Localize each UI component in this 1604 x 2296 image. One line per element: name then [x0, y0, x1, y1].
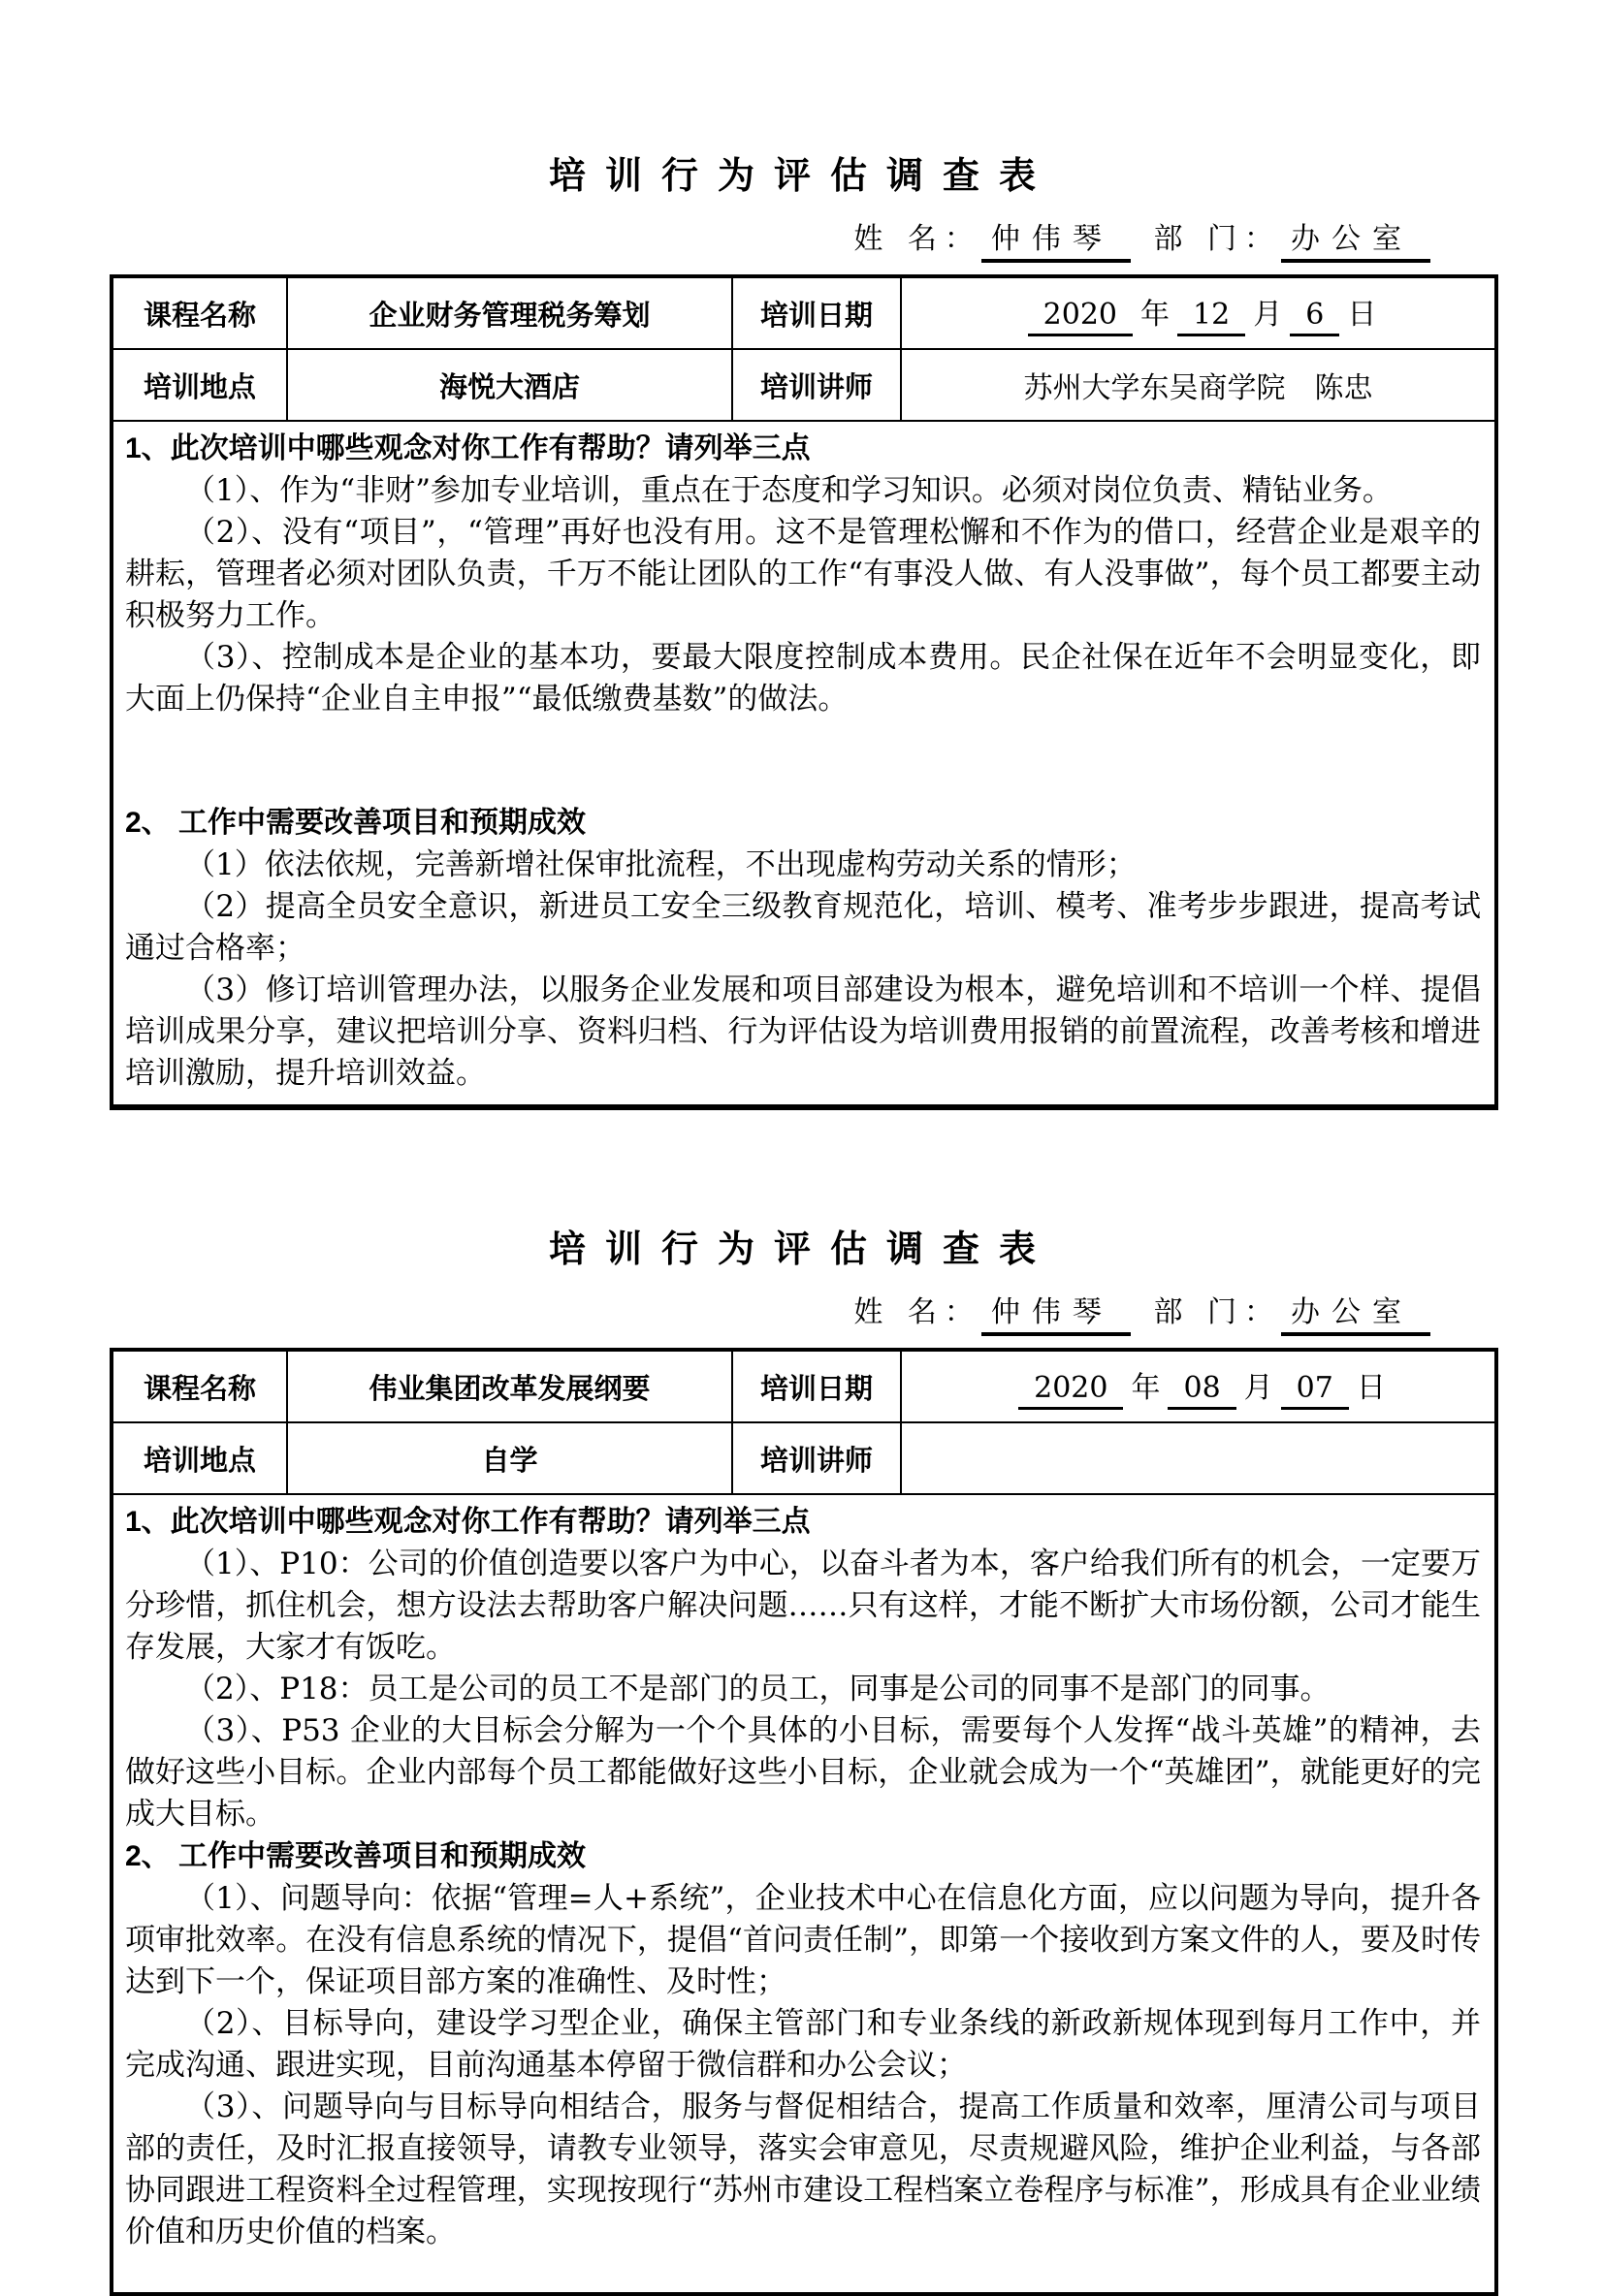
course-name-value: 伟业集团改革发展纲要	[287, 1350, 732, 1422]
date-day: 6	[1290, 298, 1339, 336]
date-month-unit: 月	[1243, 1371, 1273, 1405]
department-value: 办公室	[1281, 214, 1430, 263]
training-evaluation-form-2	[110, 1219, 1494, 2296]
name-value: 仲伟琴	[981, 214, 1131, 263]
training-lecturer-label: 培训讲师	[732, 1422, 901, 1494]
q1-answer-2: （2）、P18：员工是公司的员工不是部门的员工，同事是公司的同事不是部门的同事。	[185, 1672, 1331, 1706]
question-1-heading: 1、此次培训中哪些观念对你工作有帮助？请列举三点	[125, 1506, 811, 1538]
form-title: 培训行为评估调查表	[548, 153, 1055, 197]
q2-answer-2: （2）提高全员安全意识，新进员工安全三级教育规范化，培训、模考、准考步步跟进，提高考试通过合格率；	[125, 889, 1481, 966]
training-lecturer-value: 苏州大学东吴商学院 陈忠	[901, 349, 1496, 421]
date-year-unit: 年	[1131, 1371, 1161, 1405]
question-1-heading: 1、此次培训中哪些观念对你工作有帮助？请列举三点	[125, 432, 811, 464]
question-2-heading: 2、 工作中需要改善项目和预期成效	[125, 807, 587, 839]
training-location-value: 海悦大酒店	[287, 349, 732, 421]
answers-cell	[112, 1494, 1496, 2294]
q2-answer-1: （1）依法依规，完善新增社保审批流程，不出现虚构劳动关系的情形；	[185, 847, 1137, 882]
training-lecturer-label: 培训讲师	[732, 349, 901, 421]
course-name-label: 课程名称	[112, 276, 287, 349]
training-location-label: 培训地点	[112, 349, 287, 421]
q2-answer-3: （3）修订培训管理办法，以服务企业发展和项目部建设为根本，避免培训和不培训一个样、提倡培训成果分享，建议把培训分享、资料归档、行为评估设为培训费用报销的前置流程，改善考核和增进培训激励，提升培训效益。	[125, 973, 1481, 1091]
q2-answer-2: （2）、目标导向，建设学习型企业，确保主管部门和专业条线的新政新规体现到每月工作中，并完成沟通、跟进实现，目前沟通基本停留于微信群和办公会议；	[125, 2006, 1481, 2083]
date-month: 12	[1177, 298, 1245, 336]
table-row	[112, 1494, 1496, 2294]
date-month: 08	[1168, 1371, 1235, 1410]
date-year: 2020	[1018, 1371, 1123, 1410]
q1-answer-3: （3）、控制成本是企业的基本功，要最大限度控制成本费用。民企社保在近年不会明显变化，即大面上仍保持“企业自主申报”“最低缴费基数”的做法。	[125, 640, 1481, 717]
answers-cell	[112, 421, 1496, 1107]
name-label: 姓 名：	[853, 222, 981, 256]
date-year-unit: 年	[1140, 298, 1171, 332]
form-header-table	[110, 1348, 1498, 2296]
table-row	[112, 349, 1496, 421]
training-lecturer-value	[901, 1422, 1496, 1494]
training-evaluation-form-1	[110, 145, 1494, 1110]
name-value: 仲伟琴	[981, 1288, 1131, 1336]
table-row	[112, 1422, 1496, 1494]
question-2-heading: 2、 工作中需要改善项目和预期成效	[125, 1840, 587, 1872]
table-row	[112, 421, 1496, 1107]
q1-answer-1: （1）、作为“非财”参加专业培训，重点在于态度和学习知识。必须对岗位负责、精钻业务。	[185, 473, 1393, 508]
table-row	[112, 276, 1496, 349]
q2-answer-3: （3）、问题导向与目标导向相结合，服务与督促相结合，提高工作质量和效率，厘清公司与项目部的责任，及时汇报直接领导，请教专业领导，落实会审意见，尽责规避风险，维护企业利益，与各部协同跟进工程资料全过程管理，实现按现行“苏州市建设工程档案立卷程序与标准”，形成具有企业业绩价值和历史价值的档案。	[125, 2089, 1481, 2249]
form-header-table	[110, 274, 1498, 1110]
name-department-line	[110, 214, 1494, 263]
date-day: 07	[1281, 1371, 1349, 1410]
training-date-value	[901, 1350, 1496, 1422]
department-value: 办公室	[1281, 1288, 1430, 1336]
name-department-line	[110, 1288, 1494, 1336]
q1-answer-2: （2）、没有“项目”，“管理”再好也没有用。这不是管理松懈和不作为的借口，经营企业是艰辛的耕耘，管理者必须对团队负责，千万不能让团队的工作“有事没人做、有人没事做”，每个员工都要主动积极努力工作。	[125, 515, 1481, 633]
q2-answer-1: （1）、问题导向：依据“管理=人+系统”，企业技术中心在信息化方面，应以问题为导向，提升各项审批效率。在没有信息系统的情况下，提倡“首问责任制”，即第一个接收到方案文件的人，要及时传达到下一个，保证项目部方案的准确性、及时性；	[125, 1881, 1481, 1999]
date-day-unit: 日	[1347, 298, 1377, 332]
date-year: 2020	[1028, 298, 1133, 336]
form-title: 培训行为评估调查表	[548, 1227, 1055, 1270]
department-label: 部 门：	[1153, 1295, 1281, 1329]
training-location-label: 培训地点	[112, 1422, 287, 1494]
name-label: 姓 名：	[853, 1295, 981, 1329]
training-date-label: 培训日期	[732, 1350, 901, 1422]
table-row	[112, 1350, 1496, 1422]
course-name-label: 课程名称	[112, 1350, 287, 1422]
training-date-value	[901, 276, 1496, 349]
date-day-unit: 日	[1356, 1371, 1386, 1405]
q1-answer-1: （1）、P10：公司的价值创造要以客户为中心，以奋斗者为本，客户给我们所有的机会，一定要万分珍惜，抓住机会，想方设法去帮助客户解决问题……只有这样，才能不断扩大市场份额，公司才能生存发展，大家才有饭吃。	[125, 1547, 1481, 1665]
q1-answer-3: （3）、P53 企业的大目标会分解为一个个具体的小目标，需要每个人发挥“战斗英雄”的精神，去做好这些小目标。企业内部每个员工都能做好这些小目标，企业就会成为一个“英雄团”，就能更好的完成大目标。	[125, 1713, 1481, 1832]
date-month-unit: 月	[1253, 298, 1283, 332]
training-location-value: 自学	[287, 1422, 732, 1494]
training-date-label: 培训日期	[732, 276, 901, 349]
course-name-value: 企业财务管理税务筹划	[287, 276, 732, 349]
department-label: 部 门：	[1153, 222, 1281, 256]
